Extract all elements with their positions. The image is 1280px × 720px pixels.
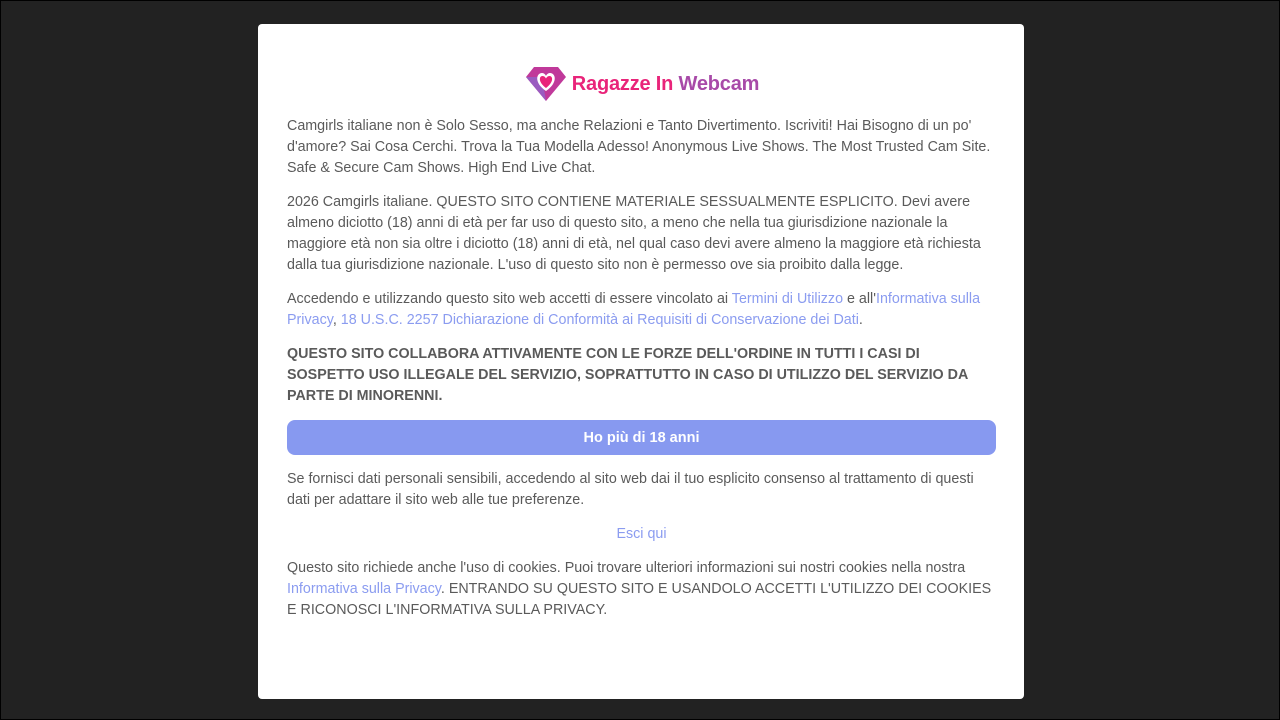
logo-text-ragazze: Ragazze In — [571, 72, 674, 95]
cookies-post: . ENTRANDO SU QUESTO SITO E USANDOLO ACCETTI L'UTILIZZO DEI COOKIES E RICONOSCI L'INFORMATIVA SULLA PRIVACY. — [287, 581, 992, 618]
consent-text: Se fornisci dati personali sensibili, accedendo al sito web dai il tuo esplicito consenso al trattamento di questi dati per adattare il sito web alle tue preferenze. — [287, 471, 974, 508]
cookies-text — [287, 558, 996, 621]
law-enforcement-notice: QUESTO SITO COLLABORA ATTIVAMENTE CON LE FORZE DELL'ORDINE IN TUTTI I CASI DI SOSPETTO USO ILLEGALE DEL SERVIZIO, SOPRATTUTTO IN CASO DI UTILIZZO DEL SERVIZIO DA PARTE DI MINORENNI. — [287, 346, 968, 404]
terms-mid: e all' — [843, 291, 876, 307]
privacy-policy-link[interactable]: Informativa sulla Privacy — [287, 291, 981, 328]
terms-of-use-link[interactable]: Termini di Utilizzo — [731, 291, 844, 307]
logo-text-webcam: Webcam — [678, 72, 760, 95]
age-verification-modal — [258, 24, 1024, 699]
site-logo — [287, 64, 996, 104]
terms-comma: , — [332, 312, 341, 328]
diamond-heart-icon — [524, 65, 568, 103]
confirm-age-button[interactable]: Ho più di 18 anni — [287, 420, 996, 455]
terms-text — [287, 289, 996, 331]
terms-pre: Accedendo e utilizzando questo sito web accetti di essere vincolato ai — [287, 291, 732, 307]
exit-link[interactable]: Esci qui — [616, 526, 667, 542]
cookies-privacy-link[interactable]: Informativa sulla Privacy — [287, 581, 441, 597]
usc-2257-link[interactable]: 18 U.S.C. 2257 Dichiarazione di Conformità ai Requisiti di Conservazione dei Dati — [340, 312, 859, 328]
intro-text: Camgirls italiane non è Solo Sesso, ma anche Relazioni e Tanto Divertimento. Iscriviti! Hai Bisogno di un po' d'amore? Sai Cosa Cerchi. Trova la Tua Modella Adesso! Anonymous Live Shows. The Most Trusted Cam Site. Safe & Secure Cam Shows. High End Live Chat. — [287, 118, 991, 176]
terms-end: . — [858, 312, 863, 328]
explicit-warning-text: 2026 Camgirls italiane. QUESTO SITO CONTIENE MATERIALE SESSUALMENTE ESPLICITO. Devi avere almeno diciotto (18) anni di età per far uso di questo sito, a meno che nella tua giurisdizione nazionale la maggiore età non sia oltre i diciotto (18) anni di età, nel qual caso devi avere almeno la maggiore età richiesta dalla tua giurisdizione nazionale. L'uso di questo sito non è permesso ove sia proibito dalla legge. — [287, 194, 981, 273]
cookies-pre: Questo sito richiede anche l'uso di cookies. Puoi trovare ulteriori informazioni sui nostri cookies nella nostra — [287, 560, 966, 576]
